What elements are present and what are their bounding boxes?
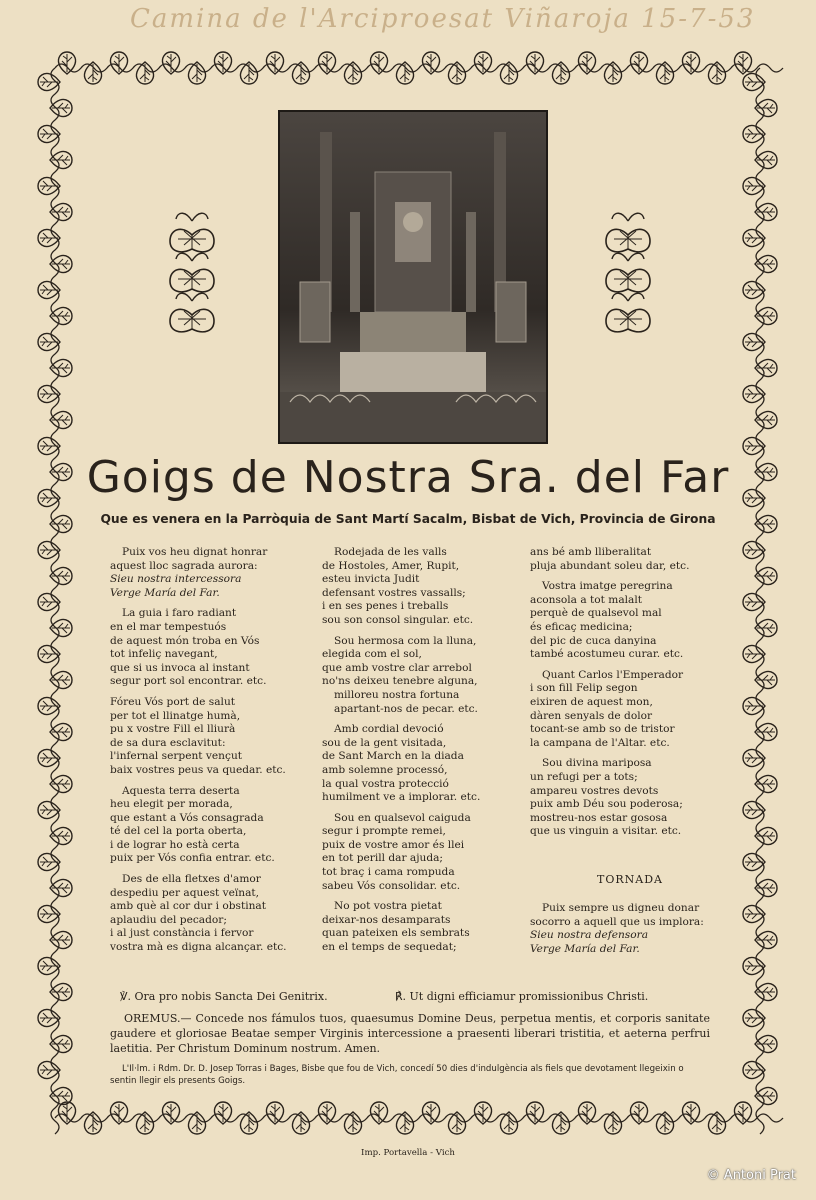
vine-leaf-icon — [188, 62, 205, 84]
vine-leaf-icon — [734, 52, 751, 74]
vine-leaf-icon — [58, 1102, 75, 1124]
verse-line: segur port sol encontrar. etc. — [110, 675, 267, 688]
vine-leaf-icon — [743, 801, 765, 818]
vine-leaf-icon — [50, 879, 72, 896]
verses-column-2 — [322, 546, 522, 962]
vine-leaf-icon — [162, 52, 179, 74]
vine-leaf-icon — [604, 1112, 621, 1134]
verse-line: puix per Vós confia entrar. etc. — [110, 852, 275, 865]
stanza — [322, 546, 522, 628]
verse-line: no'ns deixeu tenebre alguna, — [322, 675, 478, 688]
verse-line: de Sant March en la diada — [322, 750, 464, 763]
oremus-prayer — [110, 1011, 710, 1056]
vine-leaf-icon — [84, 1112, 101, 1134]
verse-line: milloreu nostra fortuna — [334, 688, 460, 701]
verse-line: també acostumeu curar. etc. — [530, 648, 684, 661]
left-ornament — [170, 213, 214, 332]
verse-line: puix amb Déu sou poderosa; — [530, 798, 683, 811]
vine-leaf-icon — [743, 957, 765, 974]
handwritten-note: Camina de l'Arciproesat Viñaroja 15-7-53 — [130, 4, 756, 34]
vine-leaf-icon — [214, 1102, 231, 1124]
verse-line: vostra mà es digna alcançar. etc. — [110, 941, 287, 954]
stanza — [110, 607, 320, 689]
vine-leaf-icon — [266, 1102, 283, 1124]
vine-leaf-icon — [240, 1112, 257, 1134]
verse-line: i en ses penes i treballs — [322, 600, 449, 613]
verse-line: aconsola a tot malalt — [530, 593, 642, 606]
altar-photo — [278, 110, 548, 444]
verse-line: despediu per aquest veïnat, — [110, 886, 260, 899]
vine-leaf-icon — [50, 671, 72, 688]
stanza — [322, 812, 522, 894]
verse-line: Des de ella fletxes d'amor — [122, 873, 261, 886]
vine-leaf-icon — [755, 619, 777, 636]
vine-leaf-icon — [743, 541, 765, 558]
verse-line: del pic de cuca danyina — [530, 634, 657, 647]
vine-leaf-icon — [552, 1112, 569, 1134]
verse-line: Sou hermosa com la lluna, — [334, 634, 477, 647]
verse-line: esteu invicta Judit — [322, 573, 420, 586]
vine-leaf-icon — [38, 385, 60, 402]
vine-leaf-icon — [743, 853, 765, 870]
vine-leaf-icon — [344, 62, 361, 84]
verse-line: baix vostres peus va quedar. etc. — [110, 763, 286, 776]
vine-leaf-icon — [292, 1112, 309, 1134]
vine-leaf-icon — [214, 52, 231, 74]
vine-leaf-icon — [50, 1087, 72, 1104]
vine-leaf-icon — [50, 775, 72, 792]
vine-leaf-icon — [743, 229, 765, 246]
vine-leaf-icon — [630, 52, 647, 74]
verses-column-1 — [110, 546, 320, 962]
vine-leaf-icon — [50, 307, 72, 324]
vine-leaf-icon — [500, 1112, 517, 1134]
verse-line: socorro a aquell que us implora: — [530, 915, 704, 928]
verse-line: i son fill Felip segon — [530, 682, 638, 695]
verse-line: Verge María del Far. — [530, 942, 640, 955]
vine-leaf-icon — [755, 671, 777, 688]
verses-column-3 — [530, 546, 730, 846]
vine-leaf-icon — [396, 62, 413, 84]
vine-leaf-icon — [50, 411, 72, 428]
vine-leaf-icon — [734, 1102, 751, 1124]
vine-leaf-icon — [500, 62, 517, 84]
verse-line: segur i prompte remei, — [322, 825, 446, 838]
verse-line: la qual vostra protecció — [322, 777, 449, 790]
vine-leaf-icon — [38, 281, 60, 298]
verse-line: Sou en qualsevol caiguda — [334, 811, 471, 824]
vine-leaf-icon — [38, 593, 60, 610]
verse-line: que us vinguin a visitar. etc. — [530, 825, 682, 838]
verse-line: mostreu-nos estar gososa — [530, 811, 668, 824]
vine-leaf-icon — [743, 905, 765, 922]
vine-leaf-icon — [755, 203, 777, 220]
verse-line: tot braç i cama rompuda — [322, 866, 455, 879]
verse-line: Amb cordial devoció — [334, 723, 444, 736]
verse-line: amb què al cor dur i obstinat — [110, 900, 266, 913]
vine-leaf-icon — [743, 593, 765, 610]
vine-leaf-icon — [656, 1112, 673, 1134]
vine-leaf-icon — [50, 255, 72, 272]
verse-line: Puix vos heu dignat honrar — [122, 546, 268, 558]
vine-leaf-icon — [755, 151, 777, 168]
vine-leaf-icon — [755, 723, 777, 740]
verse-line: l'infernal serpent vençut — [110, 750, 243, 763]
verse-line: heu elegit per morada, — [110, 798, 233, 811]
verse-line: Fóreu Vós port de salut — [110, 695, 236, 708]
verse-line: sabeu Vós consolidar. etc. — [322, 879, 461, 892]
vine-leaf-icon — [755, 411, 777, 428]
stanza — [110, 873, 320, 955]
vine-leaf-icon — [344, 1112, 361, 1134]
verse-line: i al just constància i fervor — [110, 927, 254, 940]
vine-leaf-icon — [578, 1102, 595, 1124]
verse-line: aplaudiu del pecador; — [110, 913, 227, 926]
vine-leaf-icon — [50, 723, 72, 740]
vine-leaf-icon — [448, 1112, 465, 1134]
verse-line: que amb vostre clar arrebol — [322, 661, 472, 674]
vine-leaf-icon — [755, 255, 777, 272]
verse-line: apartant-nos de pecar. etc. — [334, 702, 478, 715]
page-subtitle: Que es venera en la Parròquia de Sant Martí Sacalm, Bisbat de Vich, Provincia de Girona — [100, 512, 716, 526]
verse-line: pu x vostre Fill el lliurà — [110, 723, 236, 736]
tornada-verses — [530, 902, 730, 963]
vine-leaf-icon — [50, 931, 72, 948]
verse-line: Aquesta terra deserta — [122, 784, 240, 797]
vine-leaf-icon — [38, 333, 60, 350]
vine-leaf-icon — [552, 62, 569, 84]
vine-leaf-icon — [38, 853, 60, 870]
vine-leaf-icon — [755, 567, 777, 584]
vine-leaf-icon — [708, 1112, 725, 1134]
vine-stem — [756, 68, 764, 1134]
vine-leaf-icon — [422, 52, 439, 74]
vine-leaf-icon — [743, 73, 765, 90]
vine-leaf-icon — [162, 1102, 179, 1124]
verse-line: No pot vostra pietat — [334, 900, 442, 913]
vine-leaf-icon — [578, 52, 595, 74]
verse-line: Verge María del Far. — [110, 586, 220, 599]
indulgence-text: L'Il·lm. i Rdm. Dr. D. Josep Torras i Bages, Bisbe que fou de Vich, concedí 50 dies d'indulgència als fiels que devotament llegeixin o sentin llegir els presents Goigs. — [110, 1064, 684, 1086]
stanza — [530, 669, 730, 751]
vine-leaf-icon — [755, 827, 777, 844]
response: ℟. Ut digni efficiamur promissionibus Christi. — [395, 990, 649, 1003]
vine-leaf-icon — [604, 62, 621, 84]
verse-line: té del cel la porta oberta, — [110, 825, 247, 838]
vine-leaf-icon — [526, 1102, 543, 1124]
vine-leaf-icon — [136, 62, 153, 84]
verse-line: Sieu nostra defensora — [530, 929, 649, 942]
vine-leaf-icon — [38, 957, 60, 974]
verse-line: aquest lloc sagrada aurora: — [110, 559, 258, 572]
vine-leaf-icon — [50, 359, 72, 376]
right-ornament — [606, 213, 650, 332]
vine-leaf-icon — [422, 1102, 439, 1124]
vine-leaf-icon — [682, 52, 699, 74]
vine-leaf-icon — [38, 645, 60, 662]
vine-leaf-icon — [50, 151, 72, 168]
vine-leaf-icon — [396, 1112, 413, 1134]
vine-leaf-icon — [755, 1035, 777, 1052]
vine-leaf-icon — [474, 1102, 491, 1124]
page-title: Goigs de Nostra Sra. del Far — [86, 452, 730, 503]
vine-leaf-icon — [743, 333, 765, 350]
stanza — [110, 546, 320, 600]
vine-leaf-icon — [136, 1112, 153, 1134]
vine-leaf-icon — [38, 1009, 60, 1026]
vine-leaf-icon — [370, 52, 387, 74]
verse-line: humilment ve a implorar. etc. — [322, 791, 481, 804]
vine-leaf-icon — [240, 62, 257, 84]
vine-stem — [51, 68, 59, 1134]
vine-leaf-icon — [58, 52, 75, 74]
vine-leaf-icon — [38, 229, 60, 246]
vine-leaf-icon — [755, 931, 777, 948]
verse-line: sou de la gent visitada, — [322, 736, 447, 749]
vine-leaf-icon — [656, 62, 673, 84]
verse-line: un refugi per a tots; — [530, 770, 638, 783]
vine-leaf-icon — [84, 62, 101, 84]
vine-leaf-icon — [188, 1112, 205, 1134]
vine-leaf-icon — [682, 1102, 699, 1124]
verse-line: en tot perill dar ajuda; — [322, 852, 443, 865]
vine-leaf-icon — [38, 905, 60, 922]
verse-line: tot infeliç navegant, — [110, 648, 218, 661]
verse-line: que estant a Vós consagrada — [110, 811, 264, 824]
vine-leaf-icon — [743, 385, 765, 402]
vine-leaf-icon — [743, 1009, 765, 1026]
verse-line: puix de vostre amor és llei — [322, 838, 465, 851]
vine-leaf-icon — [755, 307, 777, 324]
vine-leaf-icon — [50, 827, 72, 844]
vine-leaf-icon — [755, 879, 777, 896]
vine-leaf-icon — [110, 52, 127, 74]
vine-leaf-icon — [38, 125, 60, 142]
vine-leaf-icon — [708, 62, 725, 84]
verse-line: de Hostoles, Amer, Rupit, — [322, 559, 460, 572]
vine-leaf-icon — [38, 1061, 60, 1078]
vine-leaf-icon — [370, 1102, 387, 1124]
verse-line: és eficaç medicina; — [530, 620, 633, 633]
stanza — [530, 546, 730, 573]
vine-leaf-icon — [743, 645, 765, 662]
vine-leaf-icon — [50, 99, 72, 116]
oremus-text: OREMUS.— Concede nos fámulos tuos, quaesumus Domine Deus, perpetua mentis, et corporis sanitate gaudere et gloriosae Beatae semper Virginis intercessione a praesenti liberari tristitia, et aeterna perfrui laetitia. Per Christum Dominum nostrum. Amen. — [110, 1012, 710, 1055]
vine-leaf-icon — [50, 619, 72, 636]
verse-line: de aquest món troba en Vós — [110, 634, 260, 647]
verse-line: Sou divina mariposa — [542, 757, 652, 770]
verse-line: pluja abundant soleu dar, etc. — [530, 559, 690, 572]
verse-line: Sieu nostra intercessora — [110, 573, 242, 586]
vine-leaf-icon — [38, 73, 60, 90]
vine-leaf-icon — [292, 62, 309, 84]
vine-leaf-icon — [743, 697, 765, 714]
verse-line: tocant-se amb so de tristor — [530, 723, 675, 736]
vine-leaf-icon — [474, 52, 491, 74]
vine-leaf-icon — [743, 1061, 765, 1078]
indulgence-note — [110, 1063, 710, 1087]
vine-leaf-icon — [526, 52, 543, 74]
vine-leaf-icon — [755, 1087, 777, 1104]
verse-line: Puix sempre us digneu donar — [542, 902, 700, 914]
vine-leaf-icon — [755, 983, 777, 1000]
vine-leaf-icon — [38, 541, 60, 558]
vine-leaf-icon — [50, 983, 72, 1000]
stanza — [110, 785, 320, 867]
stanza — [530, 902, 730, 956]
vine-leaf-icon — [743, 177, 765, 194]
printer-imprint: Imp. Portavella - Vich — [361, 1148, 455, 1158]
verse-line: perquè de qualsevol mal — [530, 607, 662, 620]
vine-leaf-icon — [38, 697, 60, 714]
verse-line: de sa dura esclavitut: — [110, 736, 226, 749]
vine-leaf-icon — [755, 359, 777, 376]
vine-leaf-icon — [755, 775, 777, 792]
verse-line: La guia i faro radiant — [122, 607, 237, 620]
versicle: ℣. Ora pro nobis Sancta Dei Genitrix. — [120, 990, 328, 1003]
vine-leaf-icon — [743, 125, 765, 142]
vine-leaf-icon — [743, 281, 765, 298]
verse-line: Quant Carlos l'Emperador — [542, 668, 684, 681]
verse-line: ans bé amb lliberalitat — [530, 546, 652, 558]
verse-line: elegida com el sol, — [322, 648, 422, 661]
verse-line: que si us invoca al instant — [110, 661, 250, 674]
verse-line: eixiren de aquest mon, — [530, 695, 653, 708]
verse-line: en el temps de sequedat; — [322, 941, 457, 954]
vine-leaf-icon — [50, 1035, 72, 1052]
verse-line: deixar-nos desamparats — [322, 913, 451, 926]
stanza — [530, 757, 730, 839]
verse-line: ampareu vostres devots — [530, 784, 659, 797]
verse-line: per tot el llinatge humà, — [110, 709, 241, 722]
vine-leaf-icon — [38, 177, 60, 194]
verse-line: dàren senyals de dolor — [530, 709, 653, 722]
verse-line: quan pateixen els sembrats — [322, 927, 470, 940]
verse-line: amb solemne processó, — [322, 763, 448, 776]
vine-leaf-icon — [318, 1102, 335, 1124]
stanza — [322, 635, 522, 717]
vine-leaf-icon — [38, 749, 60, 766]
altar-photo-icon — [280, 112, 546, 442]
stanza — [322, 723, 522, 805]
vine-leaf-icon — [630, 1102, 647, 1124]
verse-line: defensant vostres vassalls; — [322, 586, 466, 599]
stanza — [110, 696, 320, 778]
verse-line: Rodejada de les valls — [334, 546, 447, 558]
verse-line: i de lograr ho està certa — [110, 838, 240, 851]
verse-line: Vostra imatge peregrina — [542, 580, 673, 593]
vine-leaf-icon — [110, 1102, 127, 1124]
vine-leaf-icon — [448, 62, 465, 84]
vine-leaf-icon — [266, 52, 283, 74]
verse-line: en el mar tempestuós — [110, 620, 227, 633]
vine-leaf-icon — [38, 801, 60, 818]
vine-leaf-icon — [755, 99, 777, 116]
tornada-heading: TORNADA — [597, 873, 663, 886]
vine-leaf-icon — [318, 52, 335, 74]
vine-leaf-icon — [50, 567, 72, 584]
vine-leaf-icon — [50, 203, 72, 220]
photo-credit: © Antoni Prat — [706, 1168, 796, 1183]
vine-leaf-icon — [743, 749, 765, 766]
verse-line: sou son consol singular. etc. — [322, 613, 474, 626]
stanza — [322, 900, 522, 954]
verse-line: la campana de l'Altar. etc. — [530, 736, 670, 749]
stanza — [530, 580, 730, 662]
